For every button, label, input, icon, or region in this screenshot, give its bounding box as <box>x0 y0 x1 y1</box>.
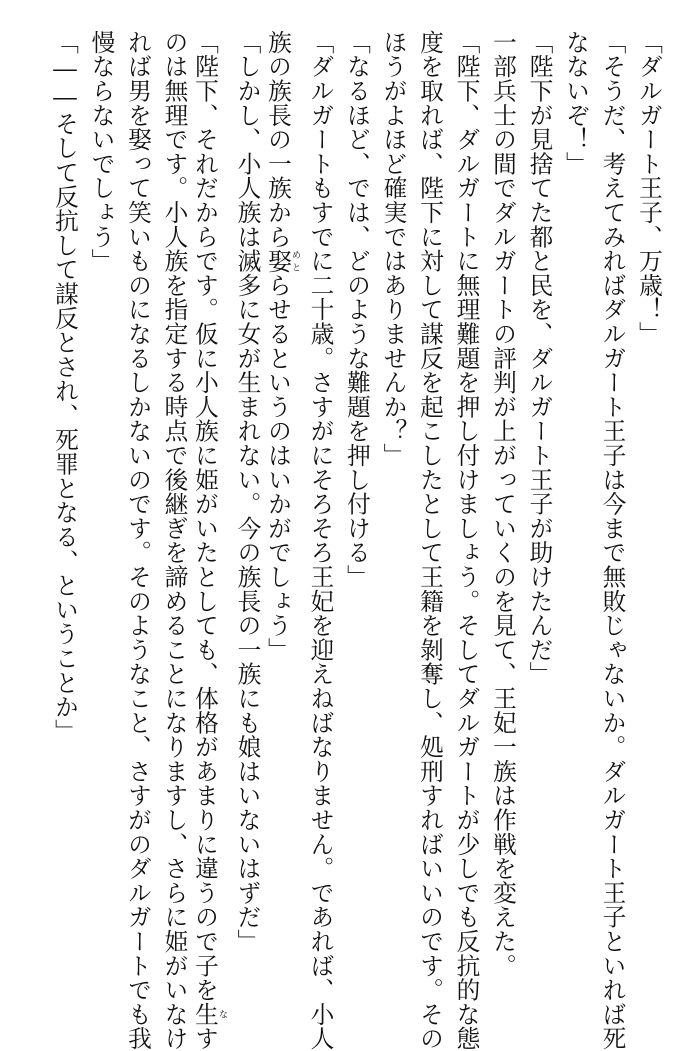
text-line: 「ダルガート王子、万歳！」 <box>635 30 663 346</box>
text-line: 度を取れば、陛下に対して謀反を起こしたとして王籍を剝奪し、処刑すればいいのです。その <box>416 30 444 1051</box>
text-line: 「――そして反抗して謀反とされ、死罪となる、ということか」 <box>51 30 79 744</box>
text-line: 「そうだ、考えてみればダルガート王子は今まで無敗じゃないか。ダルガート王子といれば死 <box>598 30 627 1051</box>
text-line: 一部兵士の間でダルガートの評判が上がっていくのを見て、王妃一族は作戦を変えた。 <box>489 30 517 978</box>
text-line: 族の族長の一族から娶めとらせるというのはいかがでしょう」 <box>264 30 300 662</box>
text-line: 「しかし、小人族は滅多に女が生まれない。今の族長の一族にも娘はいないはずだ」 <box>233 30 262 954</box>
furigana: 生な <box>191 1002 227 1027</box>
text-line: 「陛下が見捨てた都と民を、ダルガート王子が助けたんだ」 <box>525 30 554 687</box>
text-line: 慢ならないでしょう」 <box>87 30 116 273</box>
text-line: なないぞ！」 <box>562 30 590 176</box>
text-line: 「ダルガートもすでに二十歳。さすがにそろそろ王妃を迎えねばなりません。であれば、小人 <box>306 30 335 1051</box>
text-line: ほうがよほど確実ではありませんか？」 <box>379 30 408 468</box>
vertical-text-block <box>40 30 665 1051</box>
text-line: 「陛下、それだからです。仮に小人族に姫がいたとしても、体格があまりに違うので子を生なす <box>191 30 227 1051</box>
text-line: れば男を娶って笑いものになるしかないのです。そのようなこと、さすがのダルガートでも我 <box>124 30 152 1051</box>
text-line: 「陛下、ダルガートに無理難題を押し付けましょう。そしてダルガートが少しでも反抗的な態 <box>452 30 481 1051</box>
text-line: 「なるほど、では、どのような難題を押し付ける」 <box>343 30 371 589</box>
furigana: 娶めと <box>264 248 300 274</box>
text-line: のは無理です。小人族を指定する時点で後継ぎを諦めることになりますし、さらに姫がいなけ <box>160 30 189 1051</box>
